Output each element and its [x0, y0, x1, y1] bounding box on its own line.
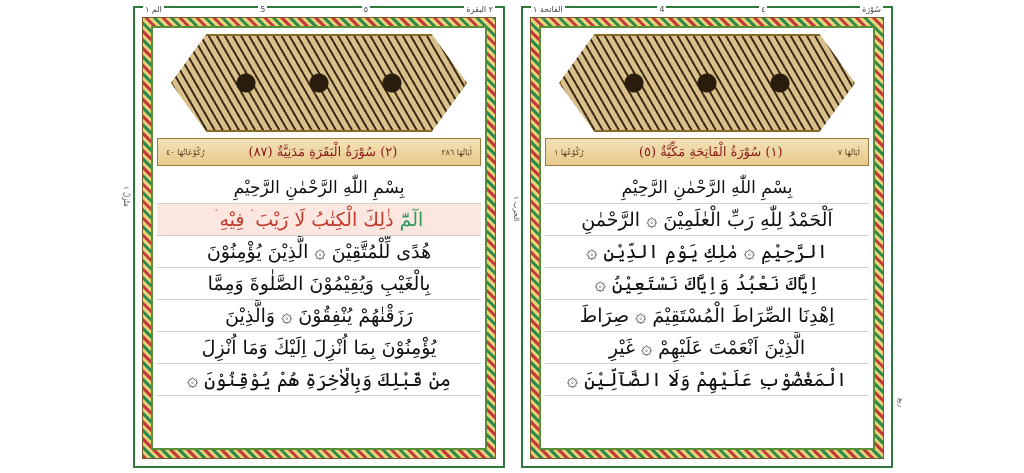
verse-line: الَّذِيْنَ اَنْعَمْتَ عَلَيْهِمْ ۞ غَيْرِ: [545, 332, 869, 364]
running-head: [531, 5, 883, 16]
verse-line: مِنْ قَبْلِكَ وَبِالْاٰخِرَةِ هُمْ يُوْقِنُوْنَ ۞: [157, 364, 481, 396]
margin-note-left: مَنْزِلُ ١: [122, 186, 130, 207]
running-head-surah: ٢ البقرة: [466, 5, 493, 14]
surah-title-bar: [545, 138, 869, 166]
page-al-fatiha: [521, 6, 893, 468]
surah-title-bar: [157, 138, 481, 166]
running-head: [143, 5, 495, 16]
running-head-surah: سُوْرَة: [862, 5, 881, 14]
verse-line: يُؤْمِنُوْنَ بِمَا اُنْزِلَ اِلَيْكَ وَمَا اُنْزِلَ: [157, 332, 481, 364]
margin-note-right: ربع: [897, 398, 905, 408]
verse-line: بِالْغَيْبِ وَيُقِيْمُوْنَ الصَّلٰوةَ وَمِمَّا: [157, 268, 481, 300]
basmala-line: بِسْمِ اللّٰهِ الرَّحْمٰنِ الرَّحِيْمِ: [157, 172, 481, 204]
surah-title: (٢) سُوْرَةُ الْبَقَرَةِ مَدَنِيَّةٌ (٨٧): [248, 144, 398, 160]
verse-line: رَزَقْنٰهُمْ يُنْفِقُوْنَ ۞ وَالَّذِيْنَ: [157, 300, 481, 332]
verse-text: ذٰلِكَ الْكِتٰبُ لَا رَيْبَ ۛ فِيْهِ ۛ: [214, 208, 394, 231]
page-content: [151, 26, 487, 450]
header-ornament-image: [171, 34, 467, 132]
running-head-page-arabic: ٥: [363, 5, 369, 14]
verse-line: اِيَّاكَ نَعْبُدُ وَاِيَّاكَ نَسْتَعِيْنُ ۞: [545, 268, 869, 300]
verse-line: هُدًى لِّلْمُتَّقِيْنَ ۞ الَّذِيْنَ يُؤْمِنُوْنَ: [157, 236, 481, 268]
running-head-page-arabic: ٤: [761, 5, 766, 14]
verse-lines: [545, 172, 869, 442]
basmala-line: بِسْمِ اللّٰهِ الرَّحْمٰنِ الرَّحِيْمِ: [545, 172, 869, 204]
surah-title: (١) سُوْرَةُ الْفَاتِحَةِ مَكِّيَّةٌ (٥): [638, 144, 783, 160]
verse-lines: [157, 172, 481, 442]
running-head-juz: الفاتحة ١: [533, 5, 563, 14]
ruku-count: رُكُوْعُهَا ١: [554, 147, 584, 157]
verse-line: اِهْدِنَا الصِّرَاطَ الْمُسْتَقِيْمَ ۞ صِرَاطَ: [545, 300, 869, 332]
decorative-border: [142, 17, 496, 459]
ayat-count: اٰيَاتُهَا ٢٨٦: [441, 147, 472, 157]
running-head-juz: الم ١: [145, 5, 162, 14]
verse-line: الْمَغْضُوْبِ عَلَيْهِمْ وَلَا الضَّآلِّيْنَ ۞: [545, 364, 869, 396]
verse-line: الرَّحِيْمِ ۞ مٰلِكِ يَوْمِ الدِّيْنِ ۞: [545, 236, 869, 268]
ayat-count: اٰيَاتُهَا ٧: [837, 147, 860, 157]
verse-line: اَلْحَمْدُ لِلّٰهِ رَبِّ الْعٰلَمِيْنَ ۞ الرَّحْمٰنِ: [545, 204, 869, 236]
verse-line-highlighted: [157, 204, 481, 236]
header-ornament-image: [559, 34, 855, 132]
decorative-border: [530, 17, 884, 459]
page-content: [539, 26, 875, 450]
margin-note-middle: الحزب ١: [512, 196, 520, 222]
ruku-count: رُكُوْعَاتُهَا ٤٠: [166, 147, 205, 157]
running-head-page-number: 4: [659, 5, 665, 14]
muqattaat-letters: الٓمّٓ: [399, 208, 424, 231]
page-al-baqarah: [133, 6, 505, 468]
running-head-page-number: 5: [260, 5, 266, 14]
